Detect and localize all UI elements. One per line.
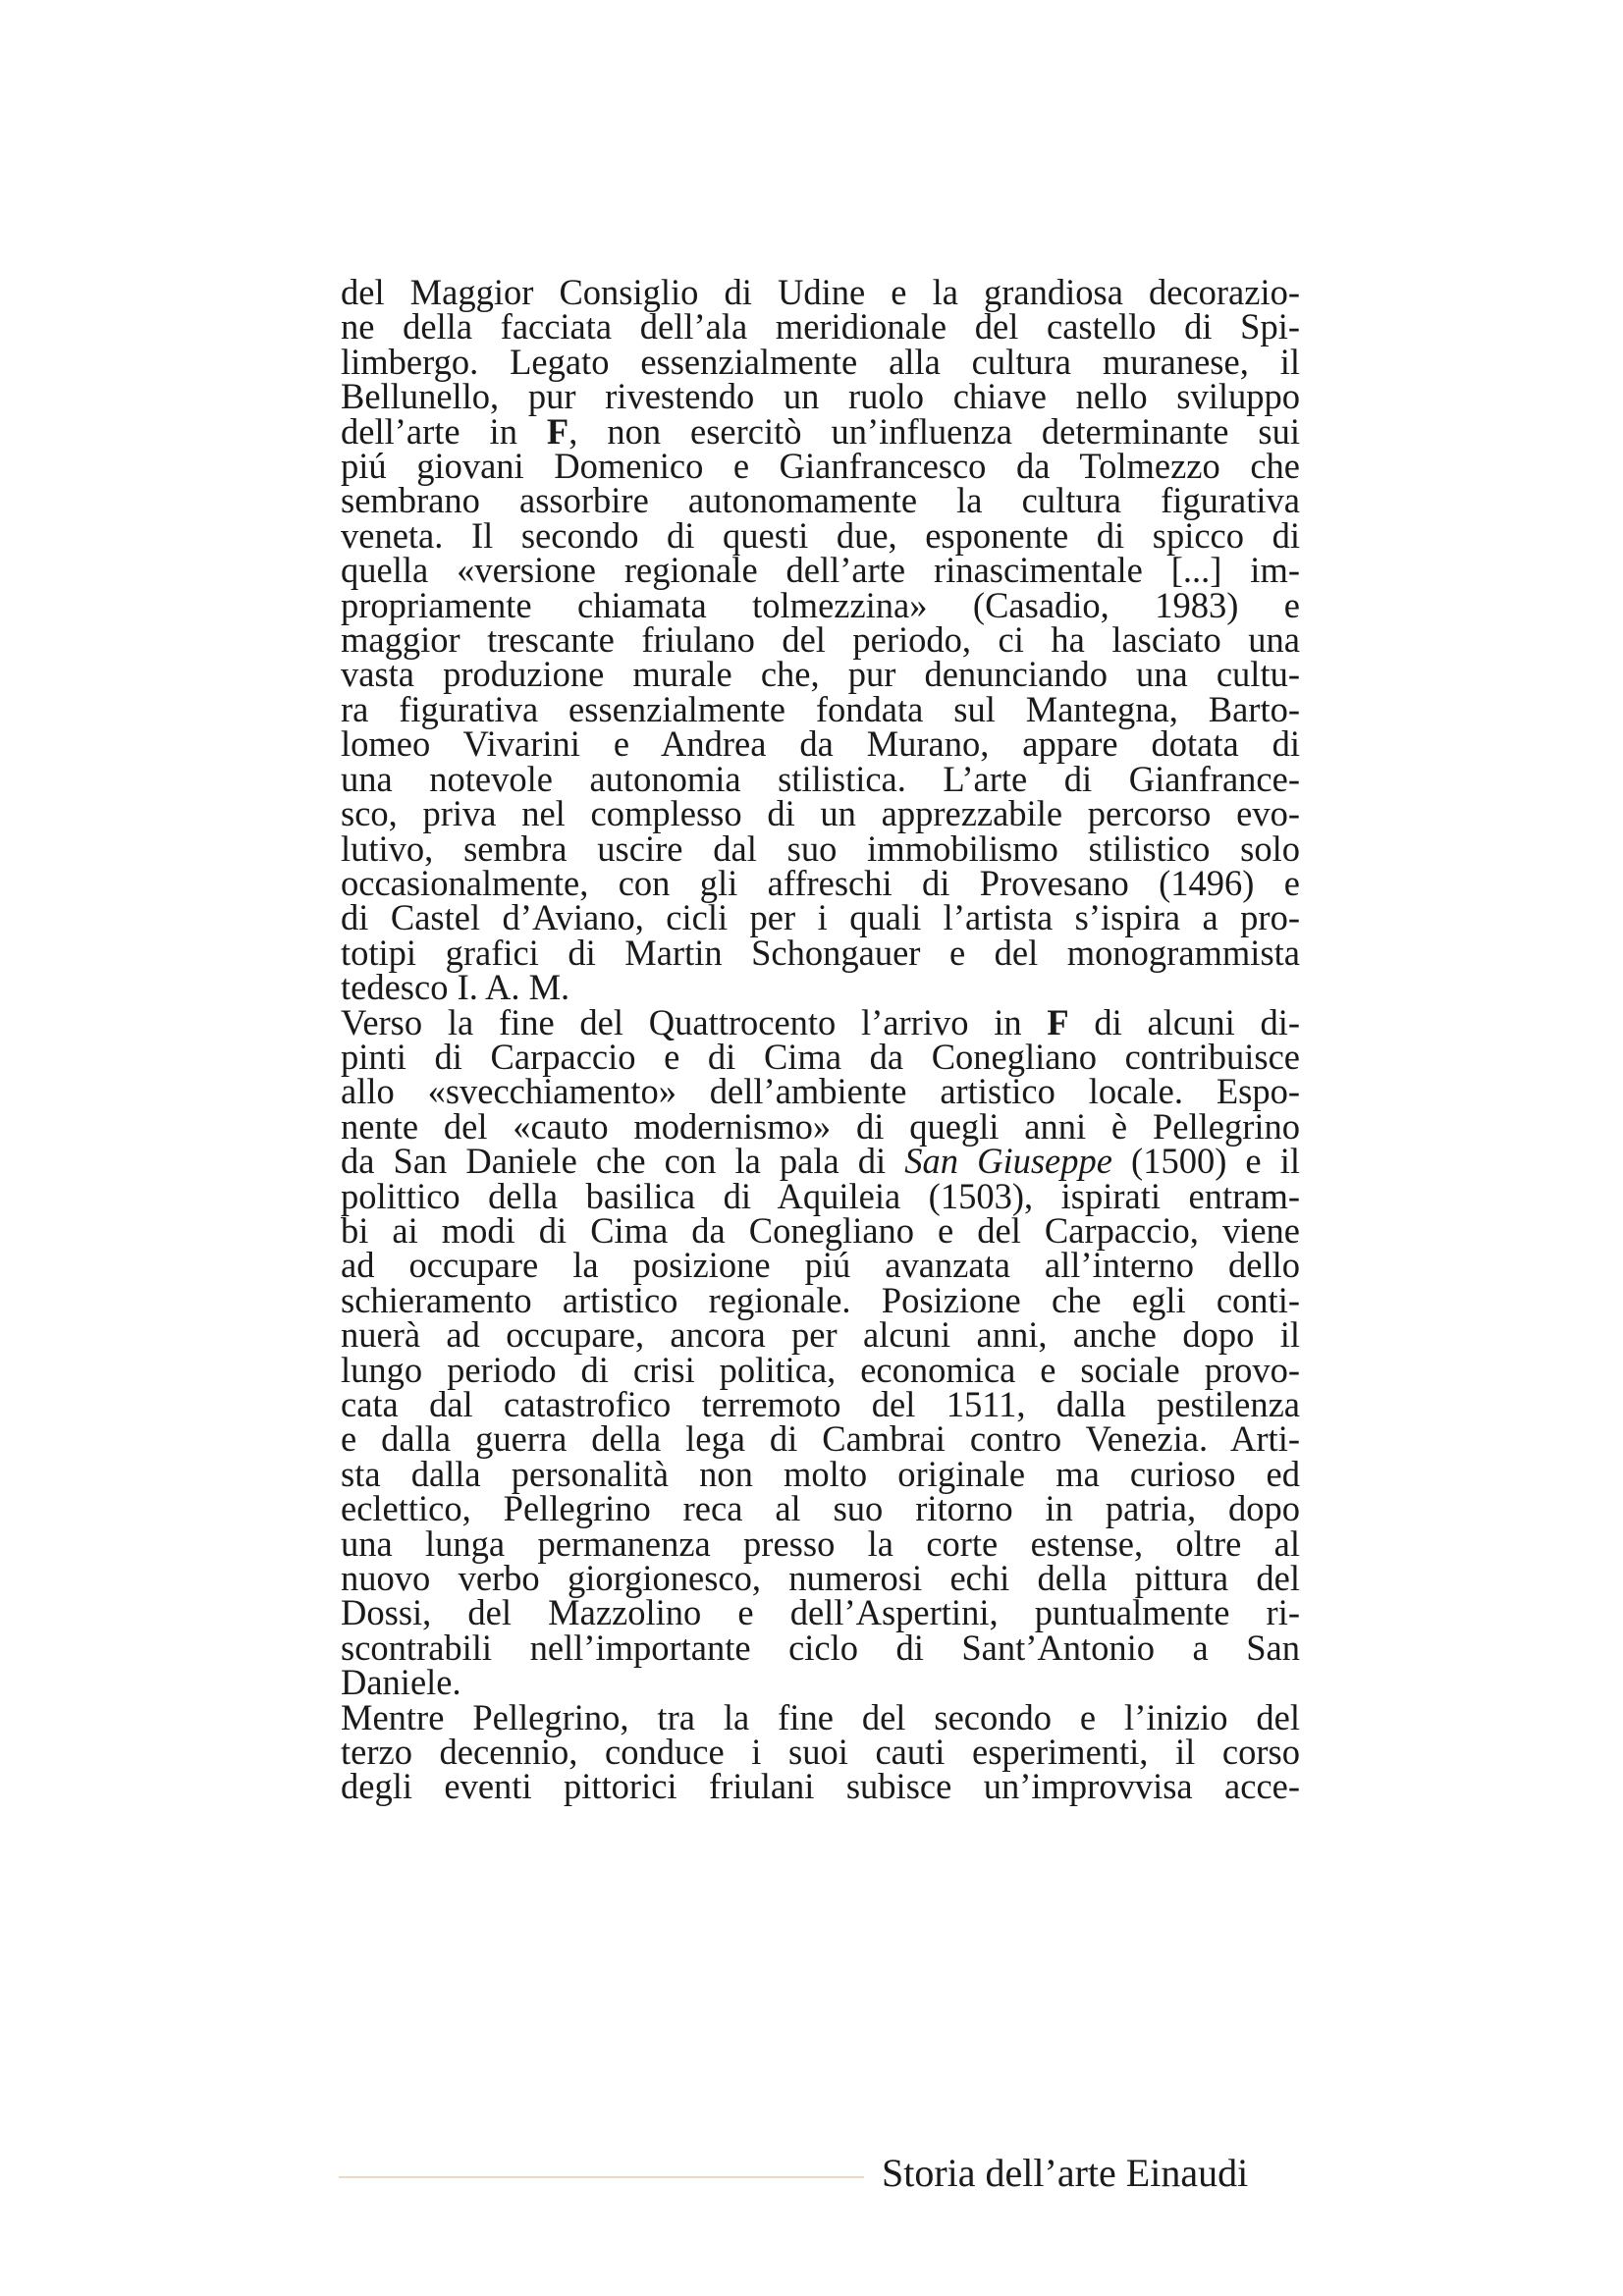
text-line: cata dal catastrofico terremoto del 1511, dalla pestilenza [341,1384,1300,1424]
text-line: eclettico, Pellegrino reca al suo ritorno in patria, dopo [341,1488,1300,1529]
text-line: bi ai modi di Cima da Conegliano e del Carpaccio, viene [341,1209,1300,1251]
text-line: e dalla guerra della lega di Cambrai contro Venezia. Arti- [341,1418,1300,1460]
text-line: terzo decennio, conduce i suoi cauti esperimenti, il corso [341,1732,1300,1773]
text-line: Dossi, del Mazzolino e dell’Aspertini, puntualmente ri- [341,1592,1300,1633]
text-line: lungo periodo di crisi politica, economica e sociale provo- [341,1349,1300,1390]
text-line: degli eventi pittorici friulani subisce un’improvvisa acce- [341,1766,1300,1807]
text-line: limbergo. Legato essenzialmente alla cultura muranese, il [341,341,1300,382]
text-line: maggior trescante friulano del periodo, ci ha lasciato una [341,619,1300,661]
text-line: quella «versione regionale dell’arte rinascimentale [...] im- [341,550,1300,591]
text-line: sta dalla personalità non molto originale ma curioso ed [341,1453,1300,1494]
text-line: sembrano assorbire autonomamente la cultura figurativa [341,480,1300,521]
text-line: nente del «cauto modernismo» di quegli anni è Pellegrino [341,1105,1300,1147]
text-line: di Castel d’Aviano, cicli per i quali l’artista s’ispira a pro- [341,897,1300,938]
text-line: polittico della basilica di Aquileia (1503), ispirati entram- [341,1175,1300,1216]
body-text [341,272,1300,1807]
text-line: piú giovani Domenico e Gianfrancesco da Tolmezzo che [341,446,1300,487]
text-line: nuovo verbo giorgionesco, numerosi echi della pittura del [341,1558,1300,1599]
text-line: dell’arte in F, non esercitò un’influenza determinante sui [341,410,1300,452]
text-line: occasionalmente, con gli affreschi di Provesano (1496) e [341,862,1300,903]
text-line: lomeo Vivarini e Andrea da Murano, appare dotata di [341,723,1300,765]
text-line: sco, priva nel complesso di un apprezzabile percorso evo- [341,793,1300,834]
text-line: una lunga permanenza presso la corte estense, oltre al [341,1522,1300,1564]
text-line: pinti di Carpaccio e di Cima da Conegliano contribuisce [341,1036,1300,1077]
text-line: totipi grafici di Martin Schongauer e del monogrammista [341,932,1300,973]
paragraph [341,1696,1300,1807]
text-line: vasta produzione murale che, pur denunciando una cultu- [341,654,1300,695]
text-line: ne della facciata dell’ala meridionale del castello di Spi- [341,306,1300,347]
text-line: tedesco I. A. M. [341,967,570,1008]
text-line: Daniele. [341,1662,461,1703]
text-line: del Maggior Consiglio di Udine e la grandiosa decorazio- [341,272,1300,312]
text-line: schieramento artistico regionale. Posizione che egli conti- [341,1279,1300,1320]
text-line: Mentre Pellegrino, tra la fine del secondo e l’inizio del [341,1696,1300,1737]
text-line: ad occupare la posizione piú avanzata all’interno dello [341,1245,1300,1286]
text-line: da San Daniele che con la pala di San Giuseppe (1500) e il [341,1141,1300,1182]
text-line: lutivo, sembra uscire dal suo immobilismo stilistico solo [341,828,1300,869]
text-line: nuerà ad occupare, ancora per alcuni anni, anche dopo il [341,1314,1300,1356]
text-line: allo «svecchiamento» dell’ambiente artistico locale. Espo- [341,1071,1300,1112]
text-line: Bellunello, pur rivestendo un ruolo chiave nello sviluppo [341,376,1300,417]
text-line: scontrabili nell’importante ciclo di Sant’Antonio a San [341,1627,1300,1668]
paragraph [341,1001,1300,1703]
footer-title: Storia dell’arte Einaudi [882,2151,1249,2195]
text-line: una notevole autonomia stilistica. L’arte di Gianfrance- [341,758,1300,799]
footer-divider [339,2176,864,2178]
text-line: propriamente chiamata tolmezzina» (Casadio, 1983) e [341,584,1300,625]
text-line: Verso la fine del Quattrocento l’arrivo in F di alcuni di- [341,1001,1300,1042]
text-line: veneta. Il secondo di questi due, esponente di spicco di [341,514,1300,556]
paragraph [341,272,1300,1008]
text-line: ra figurativa essenzialmente fondata sul Mantegna, Barto- [341,688,1300,729]
